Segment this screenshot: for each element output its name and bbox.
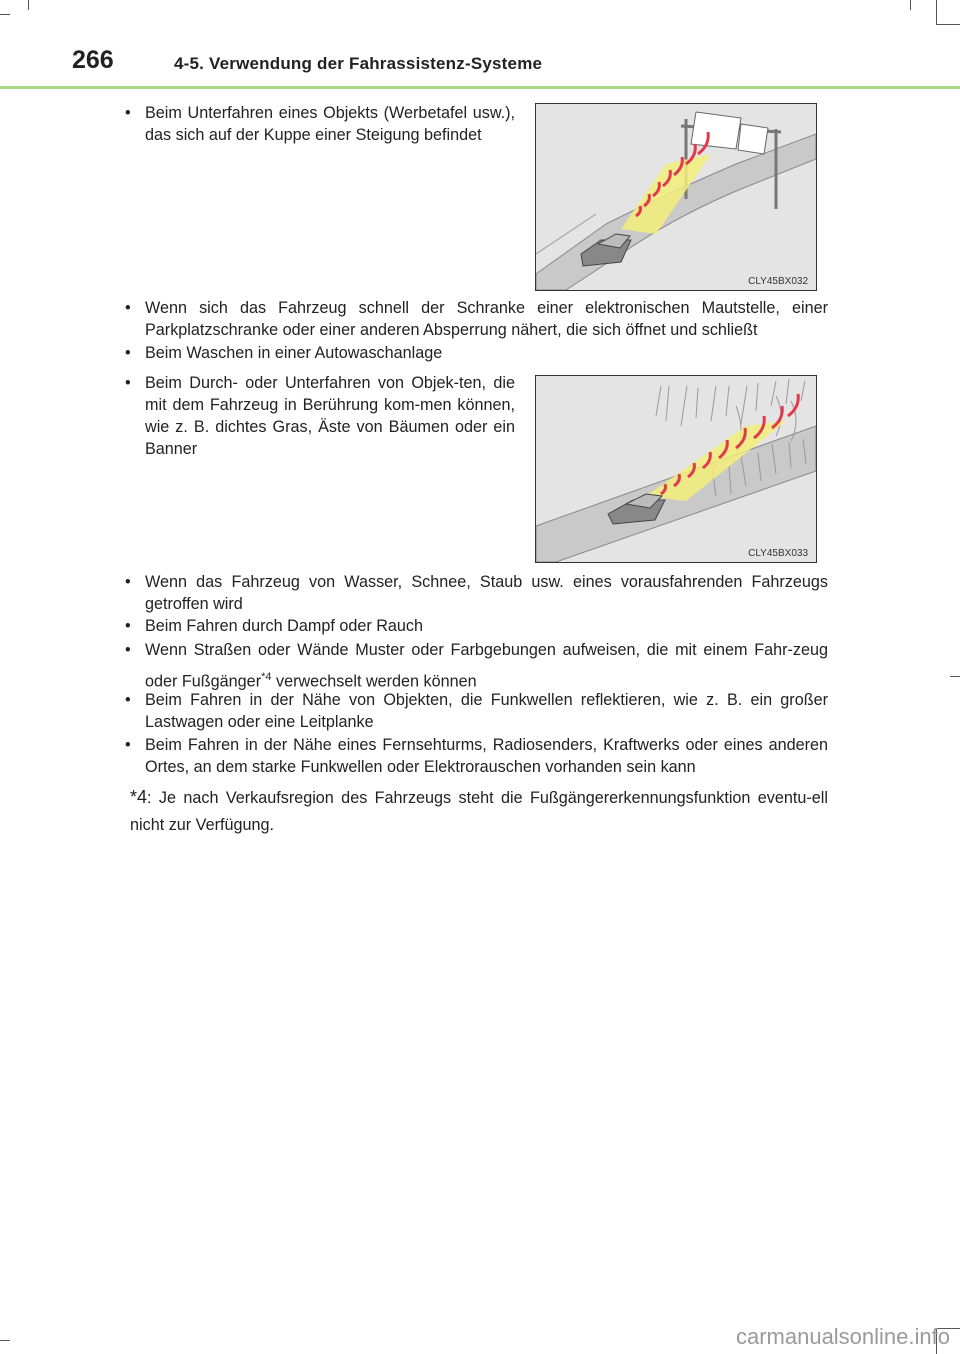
bullet-dot: • xyxy=(125,641,131,659)
header-rule xyxy=(0,86,960,89)
bullet-dot: • xyxy=(125,691,131,709)
footnote-text: : Je nach Verkaufsregion des Fahrzeugs steht die Fußgängererkennungsfunktion eventu-ell nicht zur Verfügung. xyxy=(130,789,828,834)
bullet-item: • Beim Fahren durch Dampf oder Rauch xyxy=(125,617,424,635)
overhead-sign-illustration xyxy=(536,104,816,290)
bullet-dot: • xyxy=(125,573,131,591)
figure-dense-grass xyxy=(535,375,817,563)
chapter-title: 4-5. Verwendung der Fahrassistenz-Systeme xyxy=(174,54,543,73)
bullet-dot: • xyxy=(125,617,131,635)
bullet-item: • Beim Fahren in der Nähe eines Fernsehturms, Radiosenders, Kraftwerks oder eines anderen Ortes, an dem starke Funkwellen oder Elektrorauschen vorhanden sein kann xyxy=(125,736,828,776)
footnote-ref: *4 xyxy=(261,671,272,683)
bullet-dot: • xyxy=(125,736,131,754)
crop-mark xyxy=(0,1340,10,1341)
page-header xyxy=(72,46,960,86)
crop-mark xyxy=(910,0,911,10)
bullet-item: • Beim Durch- oder Unterfahren von Objek-ten, die mit dem Fahrzeug in Berührung kom-men können, wie z. B. dichtes Gras, Äste von Bäumen oder ein Banner xyxy=(125,374,515,458)
page-number: 266 xyxy=(72,46,114,74)
crop-mark xyxy=(950,676,960,677)
figure-code: CLY45BX032 xyxy=(748,276,808,287)
bullet-item: • Wenn sich das Fahrzeug schnell der Schranke einer elektronischen Mautstelle, einer Parkplatzschranke oder einer anderen Absperrung nähert, die sich öffnet und schließt xyxy=(125,299,828,339)
bullet-item: • Wenn das Fahrzeug von Wasser, Schnee, Staub usw. eines vorausfahrenden Fahrzeugs getroffen wird xyxy=(125,573,828,613)
bullet-dot: • xyxy=(125,344,131,362)
crop-mark xyxy=(936,0,937,24)
bullet-dot: • xyxy=(125,104,131,122)
crop-mark xyxy=(936,24,960,25)
crop-mark xyxy=(28,0,29,10)
bullet-dot: • xyxy=(125,299,131,317)
footnote xyxy=(130,784,828,839)
dense-grass-illustration xyxy=(536,376,816,562)
bullet-item: • Beim Waschen in einer Autowaschanlage xyxy=(125,344,443,362)
crop-mark xyxy=(0,14,10,15)
bullet-item: • Beim Unterfahren eines Objekts (Werbetafel usw.), das sich auf der Kuppe einer Steigung befindet xyxy=(125,104,515,144)
watermark: carmanualsonline.info xyxy=(735,1324,950,1349)
figure-overhead-sign xyxy=(535,103,817,291)
figure-code: CLY45BX033 xyxy=(748,548,808,559)
bullet-item: • Wenn Straßen oder Wände Muster oder Farbgebungen aufweisen, die mit einem Fahr-zeug oder Fußgänger$^{*4}$ verwechselt werden können xyxy=(145,637,828,695)
footnote-mark: *4 xyxy=(130,787,148,807)
bullet-item: • Beim Fahren in der Nähe von Objekten, die Funkwellen reflektieren, wie z. B. ein großer Lastwagen oder eine Leitplanke xyxy=(125,691,828,731)
bullet-dot: • xyxy=(125,374,131,392)
